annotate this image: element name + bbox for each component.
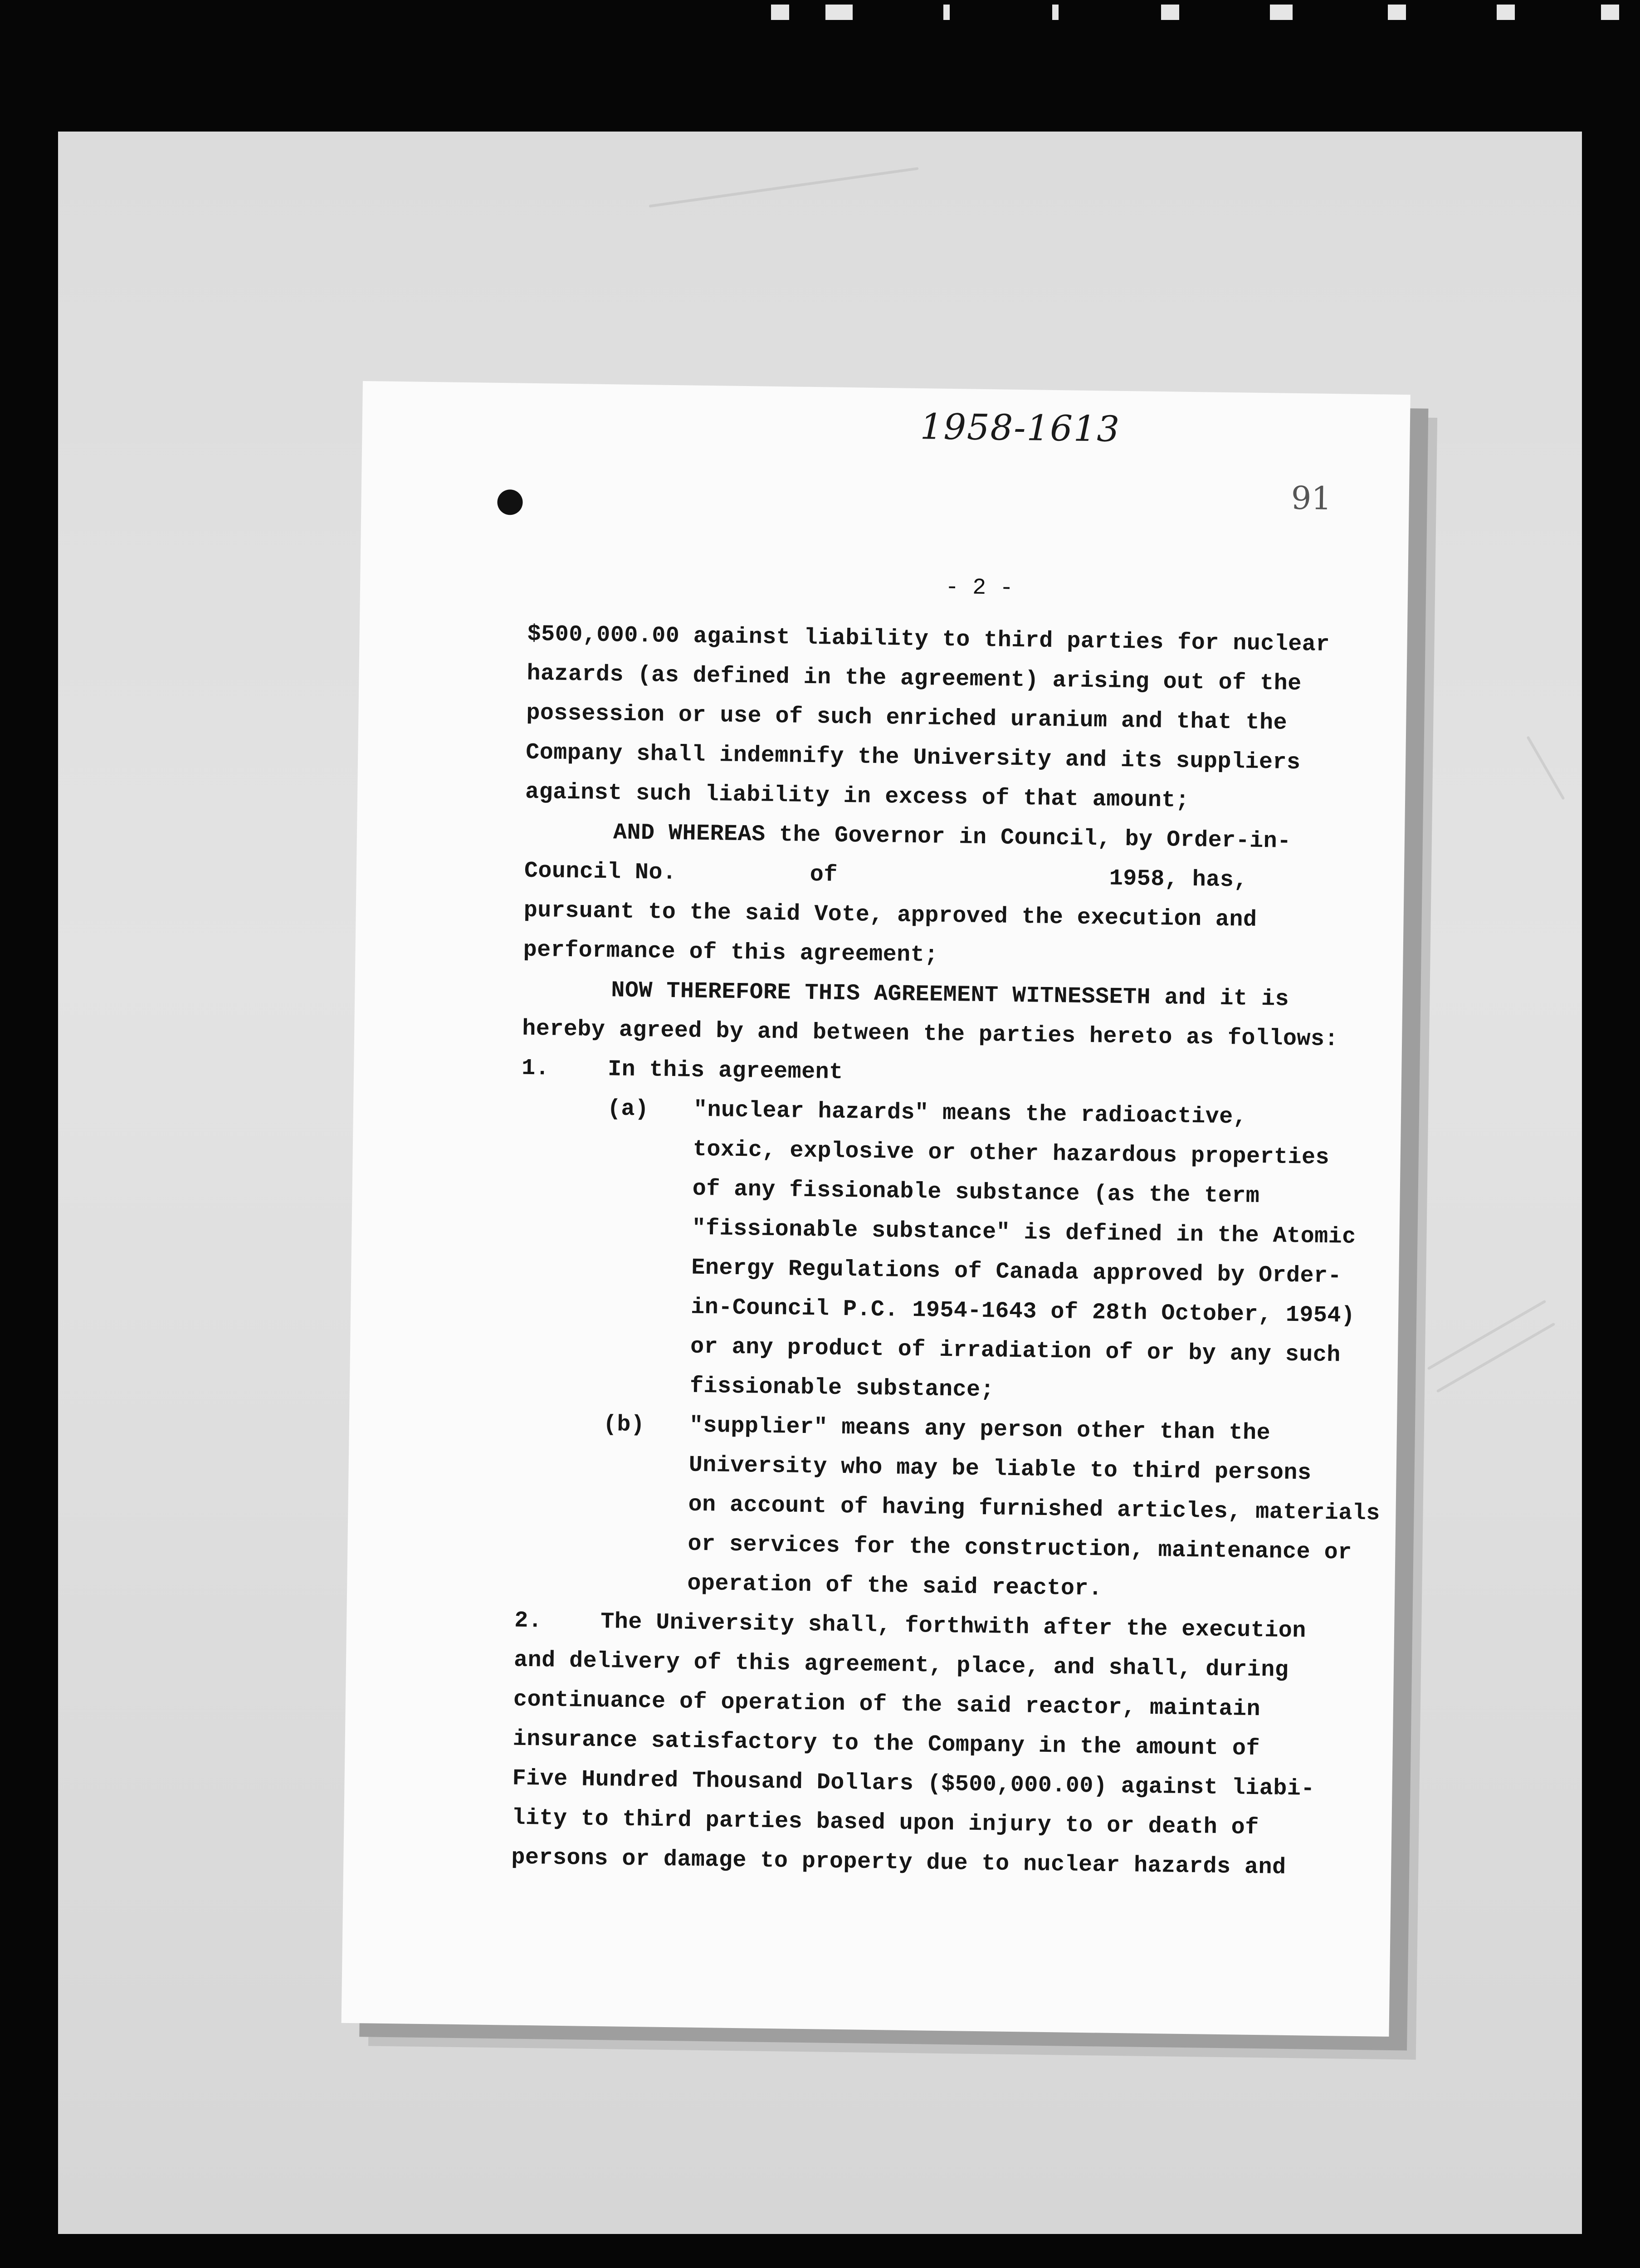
body-line: hereby agreed by and between the parties hereto as follows: bbox=[522, 1016, 1339, 1053]
body-line: insurance satisfactory to the Company in the amount of bbox=[512, 1726, 1260, 1762]
body-line: Company shall indemnify the University and its suppliers bbox=[525, 739, 1301, 776]
body-line: NOW THEREFORE THIS AGREEMENT WITNESSETH and it is bbox=[611, 978, 1289, 1012]
clause-letter: (b) bbox=[603, 1412, 645, 1438]
punch-hole bbox=[497, 489, 523, 515]
body-line: In this agreement bbox=[607, 1056, 844, 1085]
body-line: The University shall, forthwith after the execution bbox=[600, 1609, 1307, 1644]
body-line: hazards (as defined in the agreement) arising out of the bbox=[527, 660, 1302, 697]
body-line: "fissionable substance" is defined in the Atomic bbox=[692, 1215, 1357, 1250]
body-line: "supplier" means any person other than the bbox=[689, 1413, 1271, 1447]
page-number: - 2 - bbox=[945, 574, 1014, 601]
body-line: and delivery of this agreement, place, and shall, during bbox=[513, 1647, 1289, 1683]
body-line: fissionable substance; bbox=[689, 1373, 995, 1403]
body-line: on account of having furnished articles, materials bbox=[688, 1491, 1381, 1527]
body-line: persons or damage to property due to nuclear hazards and bbox=[511, 1844, 1286, 1881]
body-line: pursuant to the said Vote, approved the execution and bbox=[523, 897, 1257, 933]
body-line: operation of the said reactor. bbox=[687, 1570, 1103, 1602]
body-line: continuance of operation of the said reactor, maintain bbox=[513, 1686, 1261, 1723]
body-line: of bbox=[810, 861, 838, 888]
body-line: 1958, has, bbox=[1109, 865, 1248, 894]
body-line: AND WHEREAS the Governor in Council, by Order-in- bbox=[613, 820, 1292, 855]
body-line: performance of this agreement; bbox=[523, 937, 939, 968]
body-line: possession or use of such enriched uranium and that the bbox=[526, 700, 1288, 736]
body-line: or services for the construction, maintenance or bbox=[688, 1531, 1352, 1566]
body-line: against such liability in excess of that amount; bbox=[525, 779, 1190, 814]
body-line: Energy Regulations of Canada approved by Order- bbox=[691, 1255, 1342, 1290]
body-line: Council No. bbox=[524, 858, 677, 886]
page-index-number: 91 bbox=[1291, 479, 1332, 517]
handwritten-reference: 1958-1613 bbox=[920, 406, 1121, 450]
film-edge-marks bbox=[771, 0, 1640, 36]
body-line: lity to third parties based upon injury to or death of bbox=[512, 1805, 1259, 1841]
clause-number: 1. bbox=[521, 1055, 550, 1082]
body-line: "nuclear hazards" means the radioactive, bbox=[693, 1097, 1247, 1130]
body-line: of any fissionable substance (as the term bbox=[692, 1176, 1260, 1210]
clause-number: 2. bbox=[514, 1608, 542, 1634]
body-line: $500,000.00 against liability to third parties for nuclear bbox=[527, 621, 1330, 658]
body-line: toxic, explosive or other hazardous properties bbox=[693, 1136, 1330, 1171]
body-line: University who may be liable to third persons bbox=[688, 1452, 1312, 1486]
body-line: in-Council P.C. 1954-1643 of 28th October, 1954) bbox=[690, 1294, 1355, 1329]
clause-letter: (a) bbox=[607, 1096, 649, 1123]
body-line: Five Hundred Thousand Dollars ($500,000.00) against liabi- bbox=[512, 1765, 1315, 1802]
body-line: or any product of irradiation of or by any such bbox=[690, 1334, 1341, 1369]
document-page bbox=[342, 381, 1411, 2037]
